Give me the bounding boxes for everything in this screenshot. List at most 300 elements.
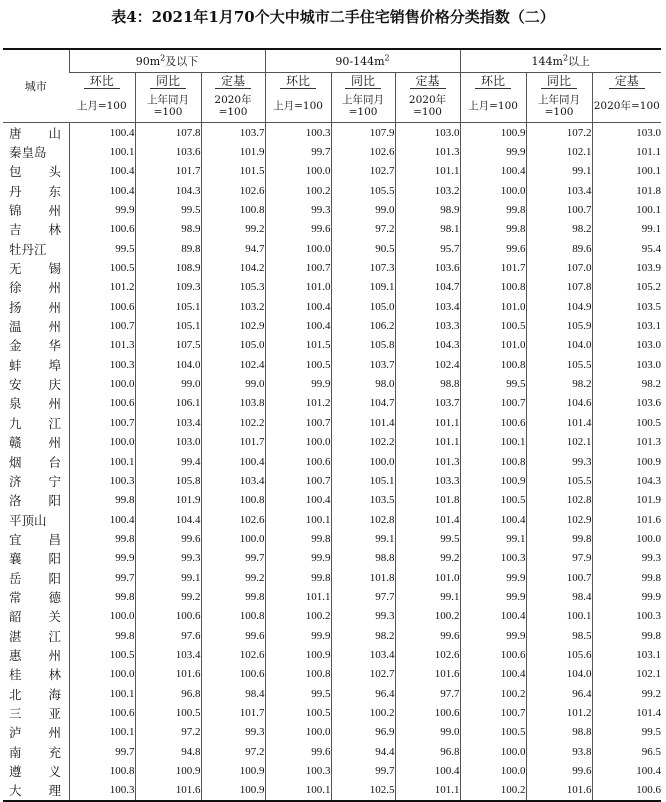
table-row [3, 181, 661, 200]
city-column-header: 城市 [3, 49, 69, 123]
index-value-cell: 106.1 [135, 394, 201, 413]
index-value-cell: 99.3 [526, 452, 592, 471]
index-value-cell: 100.7 [69, 316, 135, 335]
index-value-cell: 101.9 [592, 491, 661, 510]
index-value-cell: 98.2 [526, 220, 592, 239]
index-value-cell: 100.7 [69, 413, 135, 432]
index-value-cell: 100.6 [592, 781, 661, 801]
table-row [3, 200, 661, 219]
index-value-cell: 104.4 [135, 510, 201, 529]
index-value-cell: 105.1 [135, 297, 201, 316]
table-row [3, 781, 661, 801]
index-value-cell: 103.4 [135, 645, 201, 664]
index-value-cell: 104.7 [395, 278, 460, 297]
index-value-cell: 102.2 [331, 433, 395, 452]
index-value-cell: 100.1 [69, 684, 135, 703]
index-value-cell: 99.5 [395, 529, 460, 548]
city-name-cell [3, 510, 69, 529]
index-value-cell: 94.7 [201, 239, 265, 258]
index-value-cell: 100.8 [69, 761, 135, 780]
index-value-cell: 99.9 [460, 568, 526, 587]
index-value-cell: 103.3 [395, 471, 460, 490]
index-value-cell: 105.0 [201, 336, 265, 355]
index-value-cell: 102.6 [395, 645, 460, 664]
index-value-cell: 105.0 [331, 297, 395, 316]
index-value-cell: 101.7 [460, 258, 526, 277]
index-value-cell: 101.1 [395, 433, 460, 452]
index-value-cell: 103.1 [592, 645, 661, 664]
index-value-cell: 100.5 [460, 723, 526, 742]
table-row [3, 142, 661, 161]
index-value-cell: 101.0 [460, 336, 526, 355]
header-group-row [3, 49, 661, 73]
index-value-cell: 105.9 [526, 316, 592, 335]
index-value-cell: 104.2 [201, 258, 265, 277]
sub-header-mom: 环比 [69, 73, 135, 91]
city-name-cell [3, 394, 69, 413]
city-name: 金 华 [9, 338, 61, 354]
city-name: 济 宁 [9, 473, 61, 489]
index-value-cell: 101.6 [135, 781, 201, 801]
index-value-cell: 96.8 [135, 684, 201, 703]
index-value-cell: 100.5 [69, 258, 135, 277]
index-value-cell: 101.8 [331, 568, 395, 587]
table-row [3, 703, 661, 722]
index-value-cell: 99.0 [395, 723, 460, 742]
index-value-cell: 100.8 [201, 491, 265, 510]
city-name: 徐 州 [9, 280, 61, 296]
sub-header-fixed: 定基 [201, 73, 265, 91]
index-value-cell: 100.0 [265, 723, 331, 742]
city-name: 泉 州 [9, 396, 61, 412]
index-value-cell: 103.5 [592, 297, 661, 316]
index-value-cell: 100.4 [460, 607, 526, 626]
index-value-cell: 104.3 [592, 471, 661, 490]
sub-header-yoy: 同比 [526, 73, 592, 91]
index-value-cell: 100.3 [460, 549, 526, 568]
index-value-cell: 101.3 [592, 433, 661, 452]
index-value-cell: 97.9 [526, 549, 592, 568]
table-row [3, 742, 661, 761]
city-name-cell [3, 374, 69, 393]
base-header-mom: 上月=100 [460, 90, 526, 123]
index-value-cell: 103.7 [395, 394, 460, 413]
index-value-cell: 101.7 [201, 703, 265, 722]
index-value-cell: 94.4 [331, 742, 395, 761]
index-value-cell: 101.0 [265, 278, 331, 297]
city-name-cell [3, 626, 69, 645]
index-value-cell: 100.7 [460, 703, 526, 722]
index-value-cell: 100.0 [69, 374, 135, 393]
index-value-cell: 99.8 [592, 626, 661, 645]
table-row [3, 239, 661, 258]
index-value-cell: 100.5 [592, 413, 661, 432]
city-name: 泸 州 [9, 725, 61, 741]
index-value-cell: 99.1 [135, 568, 201, 587]
index-value-cell: 104.0 [526, 665, 592, 684]
index-value-cell: 100.9 [135, 761, 201, 780]
index-value-cell: 103.4 [395, 297, 460, 316]
index-value-cell: 100.7 [265, 413, 331, 432]
index-value-cell: 99.7 [201, 549, 265, 568]
base-header-mom: 上月=100 [69, 90, 135, 123]
city-name-cell [3, 433, 69, 452]
index-value-cell: 100.9 [592, 452, 661, 471]
index-value-cell: 100.6 [135, 607, 201, 626]
index-value-cell: 105.5 [526, 471, 592, 490]
city-name: 蚌 埠 [9, 357, 61, 373]
index-value-cell: 105.5 [331, 181, 395, 200]
city-name-cell [3, 645, 69, 664]
city-name-cell [3, 355, 69, 374]
index-value-cell: 97.2 [331, 220, 395, 239]
index-value-cell: 100.2 [331, 703, 395, 722]
city-name-cell [3, 587, 69, 606]
index-value-cell: 101.9 [201, 142, 265, 161]
index-value-cell: 101.2 [69, 278, 135, 297]
index-value-cell: 100.6 [69, 394, 135, 413]
index-value-cell: 99.1 [592, 220, 661, 239]
index-value-cell: 99.8 [526, 529, 592, 548]
city-name-cell [3, 742, 69, 761]
index-value-cell: 100.7 [265, 471, 331, 490]
index-value-cell: 100.0 [265, 239, 331, 258]
city-name: 遵 义 [9, 764, 61, 780]
index-value-cell: 100.8 [201, 200, 265, 219]
index-value-cell: 102.7 [331, 162, 395, 181]
index-value-cell: 99.9 [460, 587, 526, 606]
index-value-cell: 105.6 [526, 645, 592, 664]
table-row [3, 297, 661, 316]
index-value-cell: 100.2 [395, 607, 460, 626]
index-value-cell: 100.3 [69, 781, 135, 801]
index-value-cell: 98.2 [331, 626, 395, 645]
table-row [3, 316, 661, 335]
table-row [3, 549, 661, 568]
index-value-cell: 102.8 [331, 510, 395, 529]
index-value-cell: 98.2 [592, 374, 661, 393]
city-name: 牡丹江 [9, 241, 47, 257]
city-name: 扬 州 [9, 299, 61, 315]
index-value-cell: 99.5 [460, 374, 526, 393]
base-header-mom: 上月=100 [265, 90, 331, 123]
index-value-cell: 103.6 [592, 394, 661, 413]
index-value-cell: 99.6 [201, 626, 265, 645]
index-value-cell: 99.7 [69, 568, 135, 587]
base-header-yoy: 上年同月=100 [331, 90, 395, 123]
index-value-cell: 99.8 [460, 200, 526, 219]
city-name-cell [3, 684, 69, 703]
index-value-cell: 99.3 [201, 723, 265, 742]
index-value-cell: 104.3 [395, 336, 460, 355]
index-value-cell: 100.6 [460, 645, 526, 664]
table-row [3, 645, 661, 664]
index-value-cell: 95.7 [395, 239, 460, 258]
index-value-cell: 89.8 [135, 239, 201, 258]
index-value-cell: 98.8 [526, 723, 592, 742]
city-name: 襄 阳 [9, 551, 61, 567]
index-value-cell: 103.8 [201, 394, 265, 413]
city-name-cell [3, 568, 69, 587]
index-value-cell: 98.4 [201, 684, 265, 703]
index-value-cell: 107.3 [331, 258, 395, 277]
index-value-cell: 101.4 [526, 413, 592, 432]
index-value-cell: 103.0 [395, 123, 460, 143]
index-value-cell: 100.9 [460, 123, 526, 143]
index-value-cell: 100.0 [265, 433, 331, 452]
index-value-cell: 100.6 [460, 413, 526, 432]
index-value-cell: 100.4 [395, 761, 460, 780]
city-name-cell [3, 529, 69, 548]
index-value-cell: 99.3 [265, 200, 331, 219]
index-value-cell: 100.2 [265, 607, 331, 626]
table-row [3, 491, 661, 510]
index-value-cell: 100.8 [265, 665, 331, 684]
index-value-cell: 95.4 [592, 239, 661, 258]
index-value-cell: 105.3 [201, 278, 265, 297]
index-value-cell: 100.0 [265, 162, 331, 181]
index-value-cell: 101.1 [395, 413, 460, 432]
city-name-cell [3, 336, 69, 355]
index-value-cell: 99.5 [592, 723, 661, 742]
index-value-cell: 102.6 [331, 142, 395, 161]
index-value-cell: 99.9 [265, 626, 331, 645]
index-value-cell: 99.3 [331, 607, 395, 626]
header-base-row [3, 90, 661, 123]
table-row [3, 452, 661, 471]
index-value-cell: 100.9 [265, 645, 331, 664]
index-value-cell: 99.0 [201, 374, 265, 393]
index-value-cell: 99.9 [592, 587, 661, 606]
index-value-cell: 101.2 [265, 394, 331, 413]
index-value-cell: 103.4 [331, 645, 395, 664]
city-name-cell [3, 607, 69, 626]
city-name-cell [3, 549, 69, 568]
city-name-cell [3, 761, 69, 780]
index-value-cell: 101.1 [265, 587, 331, 606]
city-name-cell [3, 413, 69, 432]
index-value-cell: 100.3 [592, 607, 661, 626]
index-value-cell: 99.2 [201, 220, 265, 239]
index-value-cell: 97.2 [201, 742, 265, 761]
index-value-cell: 102.4 [395, 355, 460, 374]
index-value-cell: 100.4 [592, 761, 661, 780]
city-name-cell [3, 491, 69, 510]
city-name: 包 头 [9, 164, 61, 180]
base-header-yoy: 上年同月=100 [526, 90, 592, 123]
price-index-table [3, 48, 661, 802]
index-value-cell: 99.4 [135, 452, 201, 471]
city-name-cell [3, 781, 69, 801]
index-value-cell: 103.2 [395, 181, 460, 200]
sub-header-yoy: 同比 [135, 73, 201, 91]
table-row [3, 278, 661, 297]
index-value-cell: 100.0 [201, 529, 265, 548]
index-value-cell: 100.5 [265, 355, 331, 374]
index-value-cell: 99.7 [331, 761, 395, 780]
index-value-cell: 101.6 [135, 665, 201, 684]
index-value-cell: 100.4 [265, 491, 331, 510]
index-value-cell: 103.1 [592, 316, 661, 335]
index-value-cell: 99.2 [201, 568, 265, 587]
index-value-cell: 99.8 [265, 568, 331, 587]
index-value-cell: 101.3 [69, 336, 135, 355]
index-value-cell: 93.8 [526, 742, 592, 761]
index-value-cell: 99.9 [460, 626, 526, 645]
table-body [3, 123, 661, 802]
index-value-cell: 99.3 [135, 549, 201, 568]
index-value-cell: 104.3 [135, 181, 201, 200]
index-value-cell: 107.5 [135, 336, 201, 355]
index-value-cell: 107.8 [135, 123, 201, 143]
index-value-cell: 99.0 [135, 374, 201, 393]
city-name: 洛 阳 [9, 493, 61, 509]
index-value-cell: 96.9 [331, 723, 395, 742]
index-value-cell: 100.3 [69, 471, 135, 490]
index-value-cell: 101.5 [201, 162, 265, 181]
index-value-cell: 99.1 [460, 529, 526, 548]
city-name-cell [3, 278, 69, 297]
index-value-cell: 101.1 [592, 142, 661, 161]
city-name: 岳 阳 [9, 570, 61, 586]
table-row [3, 665, 661, 684]
index-value-cell: 99.8 [69, 587, 135, 606]
index-value-cell: 100.1 [265, 781, 331, 801]
index-value-cell: 100.0 [592, 529, 661, 548]
index-value-cell: 100.4 [460, 510, 526, 529]
index-value-cell: 101.7 [135, 162, 201, 181]
index-value-cell: 100.1 [592, 200, 661, 219]
index-value-cell: 103.0 [592, 336, 661, 355]
index-value-cell: 100.4 [265, 297, 331, 316]
index-value-cell: 101.4 [395, 510, 460, 529]
table-row [3, 413, 661, 432]
index-value-cell: 98.2 [526, 374, 592, 393]
city-name: 烟 台 [9, 454, 61, 470]
index-value-cell: 100.4 [265, 316, 331, 335]
index-value-cell: 99.7 [69, 742, 135, 761]
city-name: 大 理 [9, 783, 61, 799]
index-value-cell: 96.4 [526, 684, 592, 703]
index-value-cell: 104.0 [526, 336, 592, 355]
index-value-cell: 97.7 [331, 587, 395, 606]
index-value-cell: 104.7 [331, 394, 395, 413]
index-value-cell: 100.0 [69, 433, 135, 452]
index-value-cell: 100.5 [265, 703, 331, 722]
city-name: 宜 昌 [9, 531, 61, 547]
index-value-cell: 99.8 [201, 587, 265, 606]
table-row [3, 529, 661, 548]
index-value-cell: 103.4 [526, 181, 592, 200]
index-value-cell: 102.1 [592, 665, 661, 684]
city-name-cell [3, 239, 69, 258]
table-row [3, 123, 661, 143]
index-value-cell: 104.6 [526, 394, 592, 413]
index-value-cell: 98.1 [395, 220, 460, 239]
table-row [3, 626, 661, 645]
table-row [3, 471, 661, 490]
city-name: 惠 州 [9, 647, 61, 663]
index-value-cell: 100.7 [526, 200, 592, 219]
index-value-cell: 100.0 [460, 181, 526, 200]
index-value-cell: 100.7 [265, 258, 331, 277]
index-value-cell: 103.0 [592, 355, 661, 374]
table-row [3, 568, 661, 587]
table-row [3, 162, 661, 181]
index-value-cell: 102.8 [526, 491, 592, 510]
index-value-cell: 100.1 [592, 162, 661, 181]
index-value-cell: 101.4 [592, 703, 661, 722]
index-value-cell: 101.5 [265, 336, 331, 355]
index-value-cell: 100.3 [265, 761, 331, 780]
index-value-cell: 89.6 [526, 239, 592, 258]
index-value-cell: 100.1 [69, 723, 135, 742]
index-value-cell: 102.9 [201, 316, 265, 335]
city-name: 九 江 [9, 415, 61, 431]
index-value-cell: 102.7 [331, 665, 395, 684]
index-value-cell: 99.3 [592, 549, 661, 568]
index-value-cell: 99.5 [265, 684, 331, 703]
index-value-cell: 105.5 [526, 355, 592, 374]
city-name-cell [3, 452, 69, 471]
index-value-cell: 106.2 [331, 316, 395, 335]
index-value-cell: 100.1 [460, 433, 526, 452]
index-value-cell: 99.1 [526, 162, 592, 181]
index-value-cell: 98.9 [135, 220, 201, 239]
index-value-cell: 99.9 [265, 549, 331, 568]
index-value-cell: 108.9 [135, 258, 201, 277]
table-row [3, 761, 661, 780]
city-name: 赣 州 [9, 435, 61, 451]
table-row [3, 394, 661, 413]
index-value-cell: 98.0 [331, 374, 395, 393]
index-value-cell: 103.7 [201, 123, 265, 143]
index-value-cell: 105.2 [592, 278, 661, 297]
index-value-cell: 101.1 [395, 162, 460, 181]
index-value-cell: 97.7 [395, 684, 460, 703]
index-value-cell: 100.0 [460, 742, 526, 761]
index-value-cell: 99.6 [395, 626, 460, 645]
index-value-cell: 100.1 [69, 452, 135, 471]
index-value-cell: 105.1 [331, 471, 395, 490]
index-value-cell: 104.9 [526, 297, 592, 316]
index-value-cell: 103.3 [395, 316, 460, 335]
index-value-cell: 99.6 [265, 220, 331, 239]
city-name: 湛 江 [9, 628, 61, 644]
sub-header-mom: 环比 [265, 73, 331, 91]
index-value-cell: 100.0 [69, 607, 135, 626]
city-name-cell [3, 316, 69, 335]
index-value-cell: 102.5 [331, 781, 395, 801]
index-value-cell: 97.2 [135, 723, 201, 742]
index-value-cell: 104.0 [135, 355, 201, 374]
city-name: 温 州 [9, 319, 61, 335]
index-value-cell: 102.1 [526, 433, 592, 452]
index-value-cell: 100.9 [201, 761, 265, 780]
index-value-cell: 103.7 [331, 355, 395, 374]
index-value-cell: 103.4 [201, 471, 265, 490]
index-value-cell: 99.9 [69, 549, 135, 568]
table-row [3, 607, 661, 626]
index-value-cell: 105.8 [331, 336, 395, 355]
group-header-large: $144m^2$以上 [460, 49, 661, 73]
base-header-fixed: 2020年=100 [395, 90, 460, 123]
index-value-cell: 99.5 [69, 239, 135, 258]
index-value-cell: 100.1 [526, 607, 592, 626]
page-title: 表4：2021年1月70个大中城市二手住宅销售价格分类指数（二） [111, 8, 555, 26]
table-row [3, 433, 661, 452]
table-row [3, 374, 661, 393]
